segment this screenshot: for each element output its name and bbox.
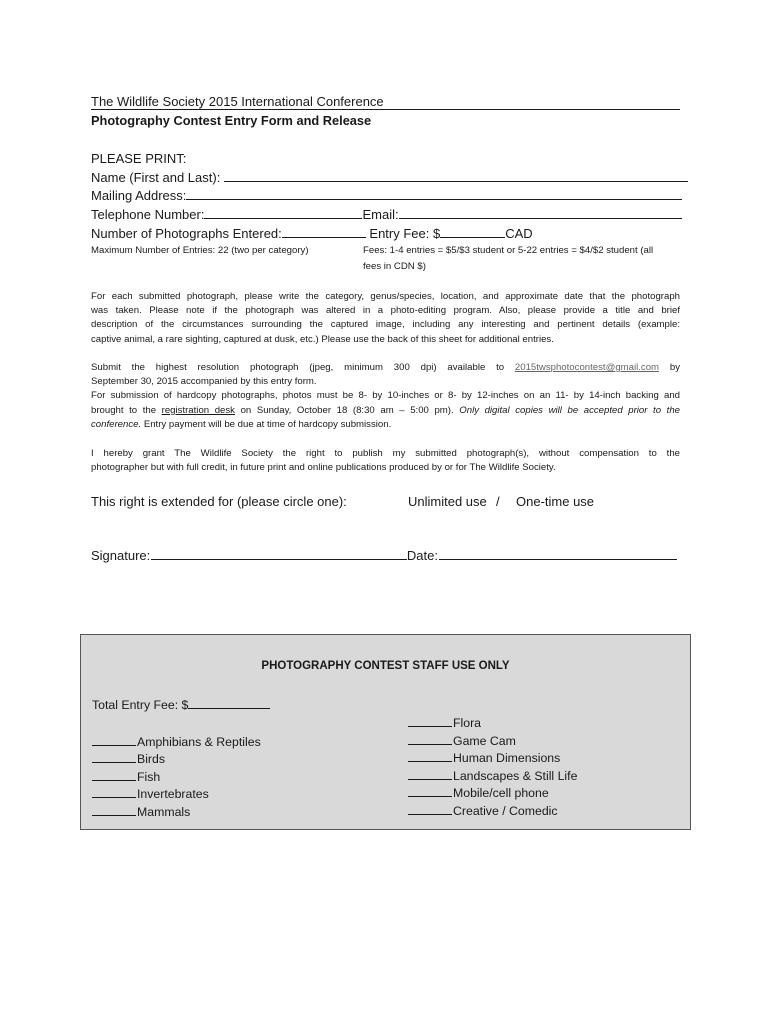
instructions-paragraph-1: For each submitted photograph, please write the category, genus/species, location, and approximate date that the photograph was taken. Please note if the photograph was altered in a photo-editing program. Also, please provide a title and brief description of the circumstances surrounding the captured image, including any interesting and pertinent details (example: captive animal, a rare sighting, captured at dusk, etc.) Please use the back of this sheet for additional entries. [91,291,680,345]
entry-fee-line[interactable] [440,225,505,238]
signature-label: Signature: [91,548,151,563]
email-label: Email: [362,207,399,222]
category-blank[interactable] [92,751,136,763]
category-blank[interactable] [408,803,452,815]
rights-option-unlimited[interactable]: Unlimited use [408,494,487,509]
entry-fee-label: Entry Fee: $ [369,226,441,241]
photos-entered-field[interactable] [91,225,533,241]
category-blank[interactable] [408,768,452,780]
name-field[interactable] [91,169,680,185]
category-mobile-cell-phone[interactable]: Mobile/cell phone [408,785,549,800]
release-paragraph: I hereby grant The Wildlife Society the right to publish my submitted photograph(s), without compensation to the photographer but with full credit, in future print and online publications produced by or for The Wildlife Society. [91,448,680,474]
category-blank[interactable] [92,804,136,816]
email-line[interactable] [399,206,682,219]
rights-option-one-time[interactable]: One-time use [516,494,595,509]
name-line[interactable] [224,169,688,182]
mailing-address-field[interactable] [91,187,680,203]
category-blank[interactable] [92,734,136,746]
entry-fee-currency: CAD [505,226,533,241]
conference-title: The Wildlife Society 2015 International Conference [91,94,680,110]
signature-line[interactable] [151,547,407,560]
staff-box-title: PHOTOGRAPHY CONTEST STAFF USE ONLY [261,660,510,672]
fees-note-line1: Fees: 1-4 entries = $5/$3 student or 5-22 entries = $4/$2 student (all [363,245,654,256]
staff-use-box [80,634,691,830]
category-landscapes-still-life[interactable]: Landscapes & Still Life [408,768,577,783]
telephone-field[interactable] [91,206,682,222]
registration-desk-text: registration desk [161,404,235,416]
instructions-paragraph-2: Submit the highest resolution photograph (jpeg, minimum 300 dpi) available to 2015twsphotocontest@gmail.com by September 30, 2015 accompanied by this entry form. For submission of hardcopy photographs, photos must be 8- by 10-inches or 8- by 12-inches on an 11- by 14-inch backing and brought to the registration desk on Sunday, October 18 (8:30 am – 5:00 pm). Only digital copies will be accepted prior to the conference. Entry payment will be due at time of hardcopy submission. [91,362,680,430]
category-creative-comedic[interactable]: Creative / Comedic [408,803,558,818]
form-title: Photography Contest Entry Form and Release [91,113,372,128]
please-print-label: PLEASE PRINT: [91,151,187,166]
category-blank[interactable] [408,750,452,762]
total-entry-fee-label: Total Entry Fee: $ [92,698,189,712]
date-line[interactable] [439,547,677,560]
telephone-line[interactable] [204,206,362,219]
category-mammals[interactable]: Mammals [92,804,190,819]
category-flora[interactable]: Flora [408,715,481,730]
mailing-address-label: Mailing Address: [91,188,187,203]
name-label: Name (First and Last): [91,170,221,185]
telephone-label: Telephone Number: [91,207,205,222]
total-entry-fee-line[interactable] [188,697,270,709]
category-blank[interactable] [408,733,452,745]
rights-separator: / [496,494,500,509]
category-birds[interactable]: Birds [92,751,165,766]
category-amphibians-reptiles[interactable]: Amphibians & Reptiles [92,734,261,749]
category-blank[interactable] [92,769,136,781]
category-blank[interactable] [92,786,136,798]
fees-note-line2: fees in CDN $) [363,261,426,272]
photos-entered-line[interactable] [282,225,366,238]
mailing-address-line[interactable] [186,187,682,200]
signature-field[interactable] [91,547,677,563]
rights-label: This right is extended for (please circle one): [91,494,347,509]
date-label: Date: [406,548,438,563]
category-blank[interactable] [408,715,452,727]
total-entry-fee-field[interactable] [92,697,270,712]
category-invertebrates[interactable]: Invertebrates [92,786,209,801]
category-human-dimensions[interactable]: Human Dimensions [408,750,560,765]
category-blank[interactable] [408,785,452,797]
category-fish[interactable]: Fish [92,769,160,784]
contest-email-link[interactable]: 2015twsphotocontest@gmail.com [514,362,660,373]
category-game-cam[interactable]: Game Cam [408,733,516,748]
photos-entered-label: Number of Photographs Entered: [91,226,282,241]
max-entries-note: Maximum Number of Entries: 22 (two per category) [91,245,309,256]
